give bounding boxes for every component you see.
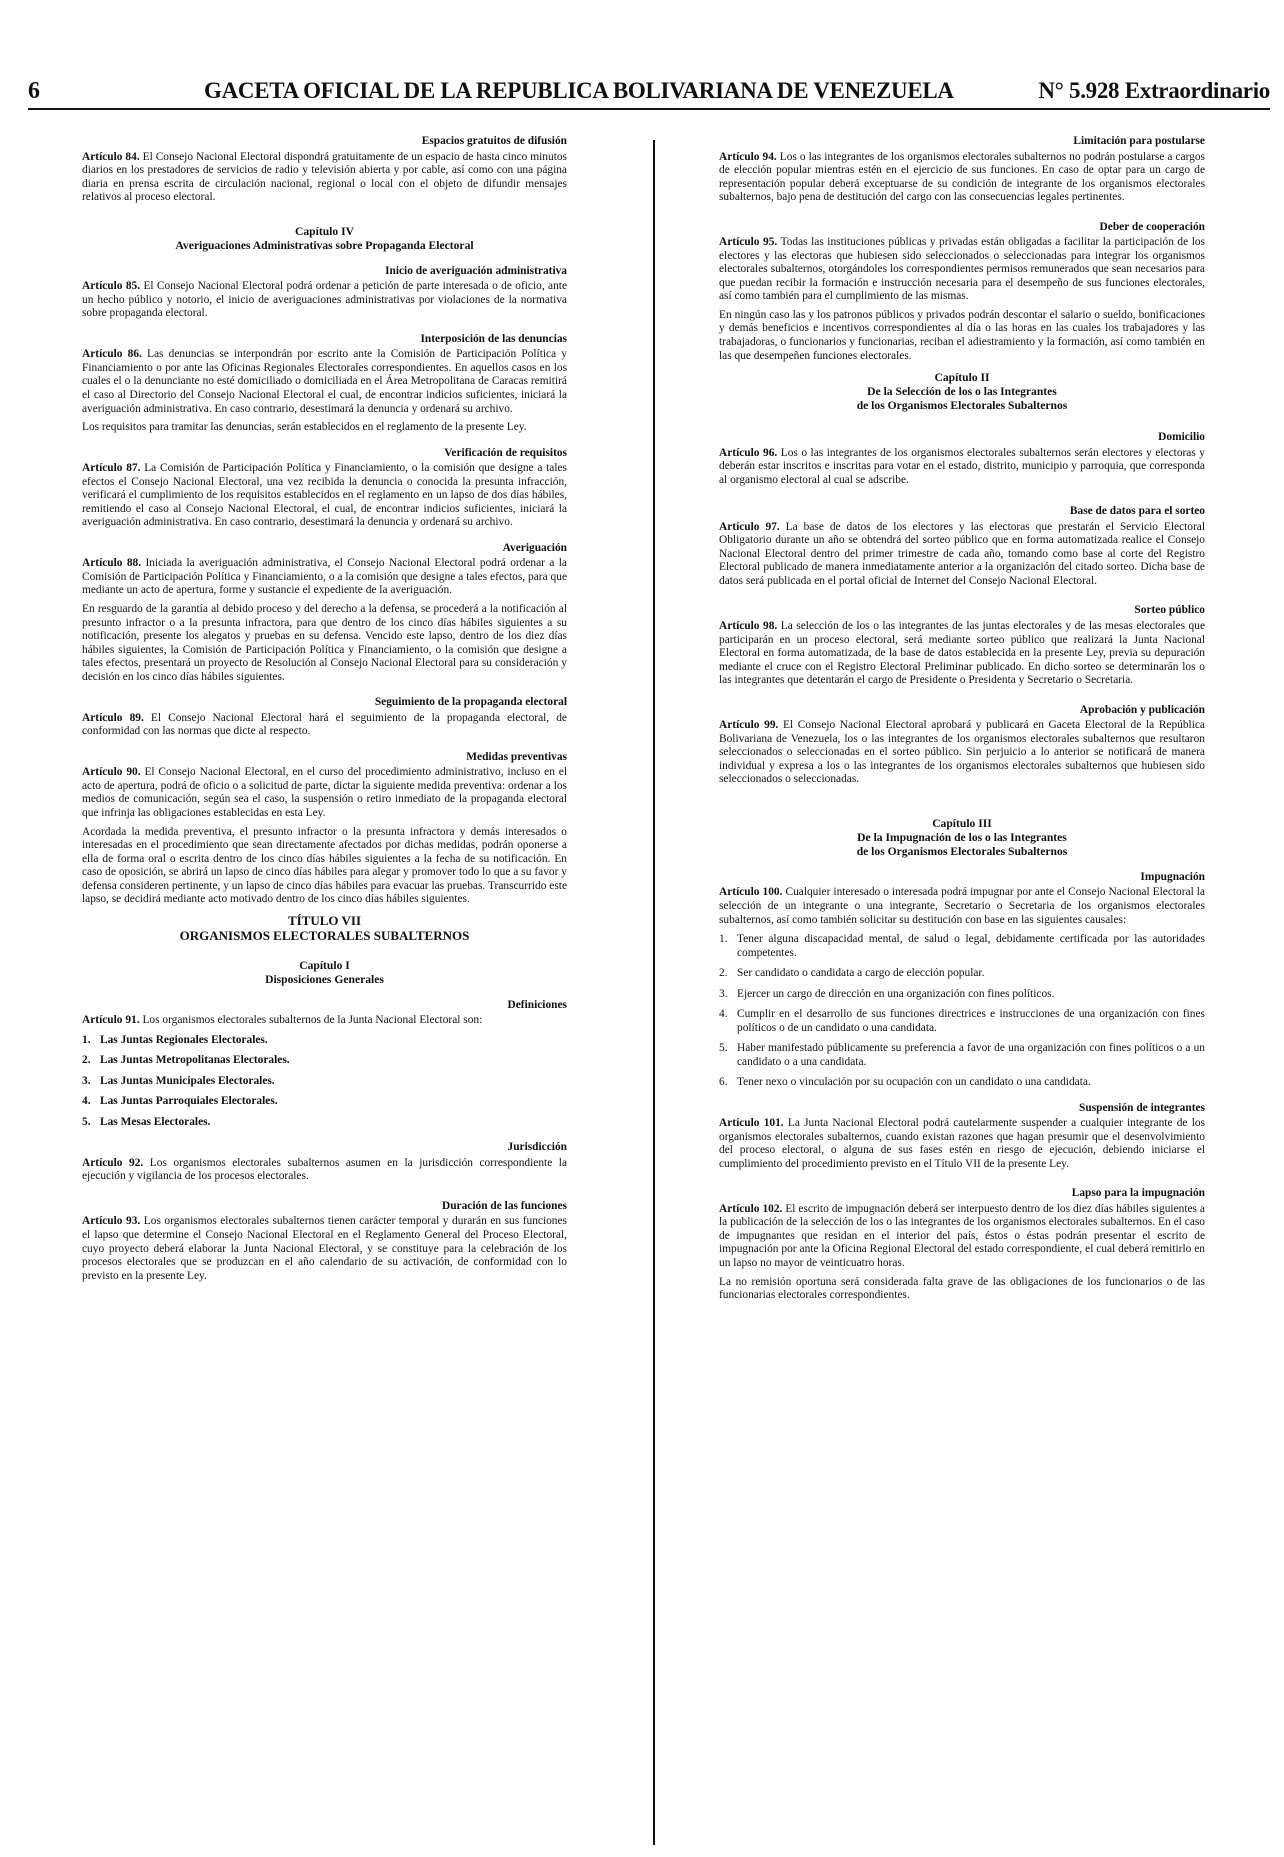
article-text: La Comisión de Participación Política y Financiamiento, o la comisión que designe a tales efectos el Consejo Nacional Electoral, una vez recibida la denuncia o conocida la presunta infracción, verificará el cumplimiento de los requisitos establecidos en el reglamento en un lapso de dos días hábiles, remitiendo el caso al Consejo Nacional Electoral, el cual, de encontrar indicios suficientes, iniciará la averiguación administrativa. En caso contrario, desestimará la denuncia y ordenará su archivo.: [82, 462, 567, 529]
article-102: [719, 1203, 1205, 1271]
gazette-title: GACETA OFICIAL DE LA REPUBLICA BOLIVARIANA DE VENEZUELA: [204, 78, 954, 103]
article-heading: Artículo 89.: [82, 711, 144, 724]
list-item: [719, 933, 1205, 960]
item-number: 6.: [719, 1076, 728, 1089]
chapter-title: de los Organismos Electorales Subalternos: [856, 844, 1068, 858]
article-text: El escrito de impugnación deberá ser interpuesto dentro de los diez días hábiles siguientes a la publicación de la selección de los o las integrantes de los organismos electorales subalternos. En el caso de impugnantes que residan en el interior del país, éstos o éstas podrán presentar el escrito de impugnación por ante la Oficina Regional Electoral del estado correspondiente, el cual deberá remitirlo en un lapso no mayor de veinticuatro horas.: [719, 1202, 1205, 1269]
article-100-list: [719, 933, 1205, 1090]
right-column: [719, 135, 1205, 1308]
article-text: Iniciada la averiguación administrativa, el Consejo Nacional Electoral podrá ordenar a la Comisión de Participación Política y Financiamiento, o a la comisión que designe a tales efectos, para que mediante un acto de apertura, forme y sustancie el expediente de la averiguación.: [82, 557, 567, 597]
item-text: Las Juntas Parroquiales Electorales.: [100, 1095, 278, 1108]
article-text: La Junta Nacional Electoral podrá cautelarmente suspender a cualquier integrante de los organismos electorales subalternos, cuando existan razones que hagan presumir que el desenvolvimiento del proceso electoral, o alguna de sus fases estén en riesgo de ejecución, debiendo iniciarse el cumplimiento del procedimiento previsto en el Título VII de la presente Ley.: [719, 1117, 1205, 1170]
chapter-number: Capítulo III: [932, 816, 992, 830]
title-number: TÍTULO VII: [287, 912, 362, 928]
article-text: El Consejo Nacional Electoral, en el curso del procedimiento administrativo, incluso en el acto de apertura, podrá de oficio o a solicitud de parte, dictar la siguiente medida preventiva: ordenar a los medios de comunicación, según sea el caso, la suspensión o retiro inmediato de la propaganda electoral que infrinja las obligaciones establecidas en esta Ley.: [82, 766, 567, 819]
chapter-heading: [719, 371, 1205, 413]
article-86: [82, 348, 567, 416]
article-heading: Artículo 100.: [719, 886, 783, 899]
section-title: Sorteo público: [1134, 604, 1205, 617]
article-heading: Artículo 84.: [82, 150, 140, 163]
item-text: Tener alguna discapacidad mental, de salud o legal, debidamente certificada por las autoridades competentes.: [737, 933, 1205, 959]
article-text: Los organismos electorales subalternos de la Junta Nacional Electoral son:: [142, 1014, 483, 1027]
article-text: Los o las integrantes de los organismos electorales subalternos serán electores y electoras y deberán estar inscritos e inscritas para votar en el estado, distrito, municipio y parroquia, que corresponda al organismo electoral al cual se adscribe.: [719, 446, 1205, 486]
article-heading: Artículo 102.: [719, 1202, 783, 1215]
section-title: Suspensión de integrantes: [1079, 1101, 1205, 1114]
header-rule: [28, 108, 1270, 110]
list-item: [719, 1076, 1205, 1090]
title-heading: [82, 913, 567, 943]
chapter-title: Disposiciones Generales: [265, 972, 384, 986]
article-87: [82, 462, 567, 530]
item-number: 2.: [719, 967, 728, 980]
item-number: 5.: [719, 1042, 728, 1055]
article-text: El Consejo Nacional Electoral aprobará y publicará en Gaceta Electoral de la República Bolivariana de Venezuela, los o las integrantes de los organismos electorales subalternos que resultaron seleccionados o seleccionadas en el sorteo público. Sin perjuicio a lo anterior se notificará de manera individual y expresa a los o las integrantes de los organismos electorales subalternos que hubiesen sido seleccionados o seleccionadas.: [719, 719, 1205, 786]
column-divider: [653, 140, 655, 1845]
list-item: [719, 988, 1205, 1002]
article-95: [719, 236, 1205, 304]
article-101: [719, 1117, 1205, 1171]
article-text: El Consejo Nacional Electoral podrá ordenar a petición de parte interesada o de oficio, ante un hecho público y notorio, el inicio de averiguaciones administrativas por violaciones de la normativa sobre propaganda electoral.: [82, 280, 567, 320]
article-93: [82, 1215, 567, 1283]
article-99: [719, 719, 1205, 787]
title-name: ORGANISMOS ELECTORALES SUBALTERNOS: [179, 927, 470, 943]
chapter-heading: [82, 225, 567, 253]
item-number: 4.: [82, 1095, 91, 1108]
article-heading: Artículo 93.: [82, 1215, 141, 1228]
item-text: Ser candidato o candidata a cargo de elección popular.: [737, 967, 985, 980]
chapter-title: De la Impugnación de los o las Integrantes: [857, 830, 1067, 844]
section-title: Limitación para postularse: [1073, 135, 1205, 147]
article-text: Los organismos electorales subalternos asumen en la jurisdicción correspondiente la ejecución y vigilancia de los procesos electorales.: [82, 1156, 567, 1183]
item-text: Las Mesas Electorales.: [100, 1115, 211, 1128]
article-97: [719, 521, 1205, 589]
item-number: 1.: [82, 1033, 91, 1046]
item-text: Las Juntas Metropolitanas Electorales.: [100, 1054, 290, 1067]
list-item: [719, 967, 1205, 981]
page-header: [28, 78, 1270, 110]
article-text: Cualquier interesado o interesada podrá impugnar por ante el Consejo Nacional Electoral la selección de un integrante o una integrante, Secretario o Secretaria de los organismos electorales subalternos, así como también solicitar su destitución con base en las siguientes causales:: [719, 886, 1205, 926]
article-heading: Artículo 96.: [719, 446, 778, 459]
item-text: Las Juntas Municipales Electorales.: [100, 1074, 275, 1087]
section-title: Inicio de averiguación administrativa: [385, 264, 567, 277]
chapter-heading: [82, 959, 567, 987]
article-92: [82, 1157, 567, 1184]
item-number: 3.: [82, 1074, 91, 1087]
list-item: [719, 1008, 1205, 1035]
item-text: Ejercer un cargo de dirección en una organización con fines políticos.: [737, 987, 1055, 1000]
section-title: Medidas preventivas: [466, 750, 567, 763]
section-title: Lapso para la impugnación: [1071, 1187, 1205, 1200]
article-heading: Artículo 94.: [719, 150, 777, 163]
chapter-heading: [719, 817, 1205, 859]
list-item: [82, 1034, 567, 1048]
article-heading: Artículo 95.: [719, 236, 778, 249]
article-text: La base de datos de los electores y las electoras que prestarán el Servicio Electoral Obligatorio durante un año se obtendrá del sorteo público que en forma automatizada realice el Consejo Nacional Electoral dentro del primer trimestre de cada año, tomando como base al corte del Registro Electoral publicado de manera inmediatamente anterior a la organización del citado sorteo. Dicha base de datos será publicada en el portal oficial de Internet del Consejo Nacional Electoral.: [719, 520, 1206, 587]
chapter-title: Averiguaciones Administrativas sobre Propaganda Electoral: [175, 238, 474, 252]
article-84: [82, 151, 567, 205]
article-paragraph: Los requisitos para tramitar las denuncias, serán establecidos en el reglamento de la presente Ley.: [82, 421, 527, 434]
list-item: [82, 1095, 567, 1109]
list-item: [82, 1054, 567, 1068]
article-text: Todas las instituciones públicas y privadas están obligadas a facilitar la participación de los electores y las electoras que hubiesen sido seleccionados o seleccionadas para integrar los organismos electorales subalternos, otorgándoles los correspondientes permisos remunerados que sean necesarios para que puedan recibir la formación e instrucción necesaria para el desempeño de sus funciones electorales, así como también para el cumplimiento de las mismas.: [719, 236, 1205, 303]
article-text: El Consejo Nacional Electoral hará el seguimiento de la propaganda electoral, de conformidad con las normas que dicte al respecto.: [82, 711, 567, 738]
item-text: Tener nexo o vinculación por su ocupación con un candidato o una candidata.: [737, 1076, 1091, 1089]
item-number: 3.: [719, 987, 728, 1000]
article-90: [82, 766, 567, 820]
section-title: Base de datos para el sorteo: [1069, 505, 1205, 518]
list-item: [82, 1075, 567, 1089]
section-title: Definiciones: [507, 998, 567, 1011]
article-91: [82, 1014, 567, 1028]
item-text: Las Juntas Regionales Electorales.: [100, 1033, 268, 1046]
article-heading: Artículo 87.: [82, 462, 141, 475]
section-title: Verificación de requisitos: [444, 446, 567, 459]
list-item: [719, 1042, 1205, 1069]
left-column: [82, 135, 567, 1288]
article-91-list: [82, 1034, 567, 1130]
article-98: [719, 620, 1205, 688]
article-89: [82, 712, 567, 739]
article-text: Los o las integrantes de los organismos electorales subalternos no podrán postularse a cargos de elección popular mientras estén en el ejercicio de sus funciones. En caso de optar para un cargo de representación popular deberá exceptuarse de su condición de integrante de los organismos electorales subalternos, bajo pena de destitución del cargo con las consecuencias legales pertinentes.: [719, 150, 1205, 204]
list-item: [82, 1116, 567, 1130]
section-title: Duración de las funciones: [442, 1199, 567, 1212]
section-title: Deber de cooperación: [1099, 220, 1205, 233]
article-text: Los organismos electorales subalternos tienen carácter temporal y durarán en sus funciones el lapso que determine el Consejo Nacional Electoral en el Reglamento General del Proceso Electoral, cuyo proyecto deberá elaborar la Junta Nacional Electoral, y se constituye para la celebración de los procesos electorales que se produzcan en el año calendario de su activación, de conformidad con lo previsto en la presente Ley.: [82, 1215, 567, 1282]
article-88: [82, 557, 567, 598]
article-paragraph: En ningún caso las y los patronos públicos y privados podrán descontar el salario o sueldo, bonificaciones y demás beneficios e incentivos correspondientes al día o las horas en las cuales los trabajadores y las trabajadoras, o funcionarios y funcionarias, reciban el adiestramiento y la formación, así como también en las que desempeñen funciones electorales.: [719, 308, 1205, 362]
item-number: 2.: [82, 1054, 91, 1067]
article-paragraph: Acordada la medida preventiva, el presunto infractor o la presunta infractora y demás interesados o interesadas en el procedimiento que sean directamente afectados por dichas medidas, podrán oponerse a ella de forma oral o escrita dentro de los cinco días hábiles siguientes a la fecha de su notificación. En caso de oposición, se abrirá un lapso de cinco días hábiles para alegar y promover todo lo que a su favor y defensa consideren pertinente, y un lapso de cinco días hábiles para evacuar las pruebas. Transcurrido este lapso, se decidirá mediante acto motivado dentro de los cinco días hábiles siguientes.: [82, 825, 567, 906]
section-title: Domicilio: [1158, 431, 1205, 444]
section-title: Impugnación: [1140, 870, 1205, 883]
article-paragraph: En resguardo de la garantía al debido proceso y del derecho a la defensa, se procederá a la notificación al presunto infractor o a la presunta infractora, para que dentro de los cinco días hábiles siguientes a su notificación, presente los alegatos y pruebas en su defensa. Vencido este lapso, dentro de los diez días hábiles siguientes, la Comisión de Participación Política y Financiamiento, o la comisión que designe a tales efectos, presentará un proyecto de Resolución al Consejo Nacional Electoral para su consideración y decisión en los cinco días hábiles siguientes.: [82, 602, 567, 683]
article-text: El Consejo Nacional Electoral dispondrá gratuitamente de un espacio de hasta cinco minutos diarios en los prestadores de servicios de radio y televisión abierta y por cable, así como con una página diaria en prensa escrita de circulación nacional, regional o local con el objeto de difundir mensajes relativos al proceso electoral.: [82, 150, 567, 204]
article-heading: Artículo 91.: [82, 1014, 140, 1027]
article-heading: Artículo 101.: [719, 1117, 784, 1130]
article-heading: Artículo 88.: [82, 557, 142, 570]
article-heading: Artículo 98.: [719, 619, 778, 632]
chapter-number: Capítulo IV: [295, 224, 354, 238]
section-title: Aprobación y publicación: [1079, 703, 1205, 716]
page-number: 6: [28, 78, 40, 104]
article-heading: Artículo 90.: [82, 766, 141, 779]
item-text: Haber manifestado públicamente su preferencia a favor de una organización con fines políticos o a un candidato o a una candidata.: [737, 1042, 1205, 1068]
item-number: 1.: [719, 933, 728, 946]
article-heading: Artículo 92.: [82, 1156, 144, 1169]
item-text: Cumplir en el desarrollo de sus funciones directrices e instrucciones de una organización con fines políticos o de un candidato o una candidata.: [737, 1008, 1205, 1034]
article-heading: Artículo 86.: [82, 348, 142, 361]
chapter-title: De la Selección de los o las Integrantes: [867, 385, 1057, 399]
section-title: Jurisdicción: [507, 1141, 567, 1154]
article-heading: Artículo 97.: [719, 520, 780, 533]
article-96: [719, 447, 1205, 488]
item-number: 5.: [82, 1115, 91, 1128]
article-text: La selección de los o las integrantes de las juntas electorales y de las mesas electorales que participarán en un proceso electoral, será mediante sorteo público que realizará la Junta Nacional Electoral en forma automatizada, de la base de datos establecida en la presente Ley, previa su depuración mediante el cruce con el Registro Electoral Preliminar publicado. En dicho sorteo se determinarán los o las integrantes que detentarán el cargo de Presidente o Presidenta y Secretario o Secretaria.: [719, 619, 1206, 687]
section-title: Averiguación: [502, 541, 567, 554]
article-heading: Artículo 99.: [719, 719, 779, 732]
item-number: 4.: [719, 1008, 728, 1021]
section-title: Seguimiento de la propaganda electoral: [374, 696, 567, 709]
edition-number: N° 5.928 Extraordinario: [1038, 78, 1270, 103]
chapter-title: de los Organismos Electorales Subalternos: [856, 399, 1068, 413]
article-heading: Artículo 85.: [82, 280, 141, 293]
section-title: Espacios gratuitos de difusión: [421, 135, 567, 147]
article-85: [82, 280, 567, 321]
article-100: [719, 886, 1205, 927]
chapter-number: Capítulo II: [934, 371, 990, 385]
article-94: [719, 151, 1205, 205]
article-text: Las denuncias se interpondrán por escrito ante la Comisión de Participación Política y Financiamiento o por ante las Oficinas Regionales Electorales correspondientes. En aquellos casos en los cuales el o la denunciante no esté domiciliado o domiciliada en el Área Metropolitana de Caracas remitirá el caso al Directorio del Consejo Nacional Electoral el cual, de encontrar indicios suficientes, iniciará la averiguación administrativa. En caso contrario, desestimará la denuncia y ordenará su archivo.: [82, 348, 567, 415]
section-title: Interposición de las denuncias: [420, 332, 567, 345]
chapter-number: Capítulo I: [299, 958, 350, 972]
article-paragraph: La no remisión oportuna será considerada falta grave de las obligaciones de los funcionarios o de las funcionarias electorales correspondientes.: [719, 1275, 1205, 1302]
